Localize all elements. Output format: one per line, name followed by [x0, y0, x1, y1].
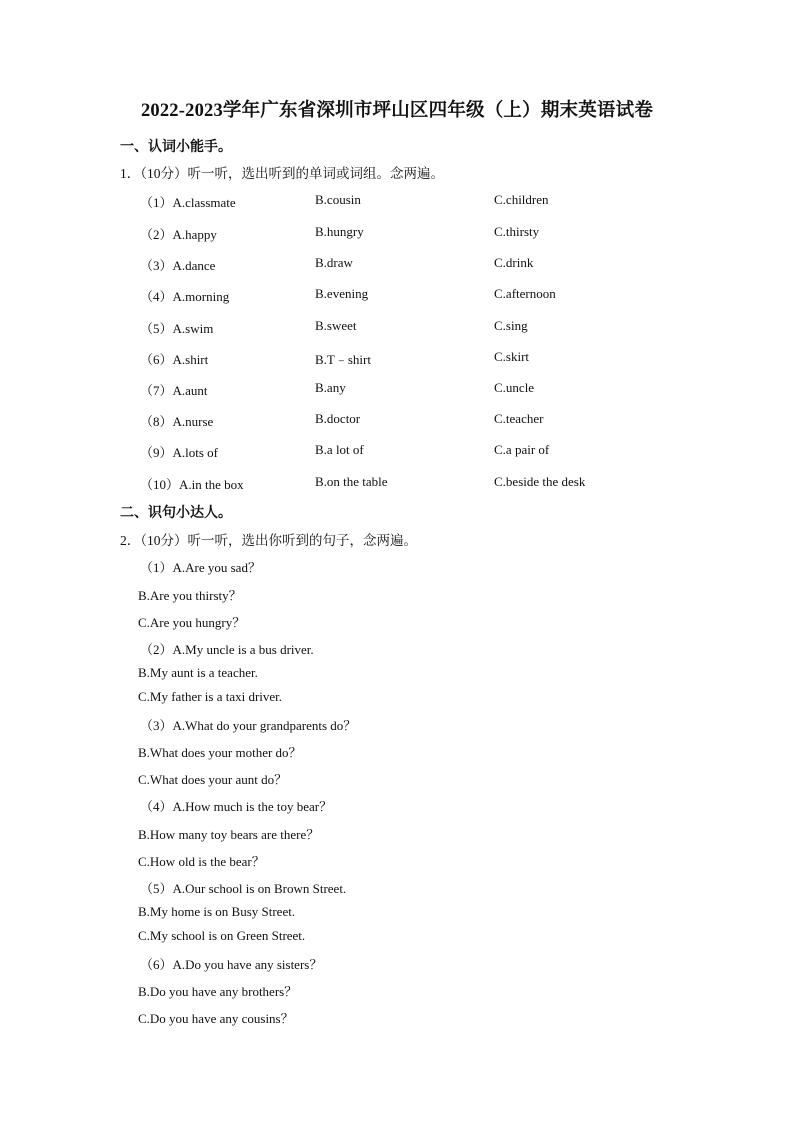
sentence-option-a: （1）A.Are you sad？ [140, 560, 261, 575]
option-c: C.teacher [494, 411, 544, 426]
option-b: B.draw [315, 255, 353, 270]
option-c: C.skirt [494, 349, 530, 364]
word-choice-row [0, 286, 794, 306]
sentence-option-c: C.My father is a taxi driver. [138, 689, 283, 704]
word-choice-row [0, 255, 794, 275]
option-c: C.afternoon [494, 286, 556, 301]
option-a: （7）A.aunt [140, 383, 208, 398]
sentence-option-b: B.Do you have any brothers？ [138, 984, 298, 999]
option-b: B.hungry [315, 224, 364, 239]
option-c: C.uncle [494, 380, 535, 395]
option-b: B.T﹣shirt [315, 352, 371, 367]
option-c: C.thirsty [494, 224, 540, 239]
option-a: （4）A.morning [140, 289, 230, 304]
sentence-option-a: （6）A.Do you have any sisters？ [140, 957, 323, 972]
sentence-option-b: B.My aunt is a teacher. [138, 665, 258, 680]
sentence-option-a: （4）A.How much is the toy bear？ [140, 799, 333, 814]
word-choice-row [0, 474, 794, 494]
word-choice-row [0, 442, 794, 462]
sentence-option-b: B.What does your mother do？ [138, 745, 302, 760]
word-choice-row [0, 349, 794, 369]
option-a: （6）A.shirt [140, 352, 209, 367]
option-c: C.sing [494, 318, 528, 333]
sentence-option-a: （2）A.My uncle is a bus driver. [140, 642, 314, 657]
option-b: B.a lot of [315, 442, 364, 457]
word-choice-row [0, 318, 794, 338]
option-b: B.doctor [315, 411, 361, 426]
option-b: B.evening [315, 286, 369, 301]
sentence-option-a: （3）A.What do your grandparents do？ [140, 718, 357, 733]
sentence-option-c: C.Are you hungry？ [138, 615, 246, 630]
sentence-option-c: C.My school is on Green Street. [138, 928, 306, 943]
option-c: C.a pair of [494, 442, 550, 457]
page-title: 2022-2023学年广东省深圳市坪山区四年级（上）期末英语试卷 [140, 101, 654, 121]
sentence-option-b: B.Are you thirsty？ [138, 588, 242, 603]
option-c: C.drink [494, 255, 534, 270]
option-a: （1）A.classmate [140, 195, 236, 210]
section-1-heading: 一、认词小能手。 [120, 140, 232, 155]
option-a: （9）A.lots of [140, 445, 219, 460]
word-choice-row [0, 224, 794, 244]
option-c: C.beside the desk [494, 474, 586, 489]
word-choice-row [0, 380, 794, 400]
sentence-option-c: C.How old is the bear？ [138, 854, 265, 869]
word-choice-row [0, 411, 794, 431]
option-c: C.children [494, 192, 549, 207]
sentence-option-c: C.Do you have any cousins？ [138, 1011, 294, 1026]
option-a: （10）A.in the box [140, 477, 244, 492]
option-b: B.any [315, 380, 346, 395]
sentence-option-a: （5）A.Our school is on Brown Street. [140, 881, 347, 896]
option-a: （5）A.swim [140, 321, 214, 336]
option-a: （3）A.dance [140, 258, 216, 273]
word-choice-row [0, 192, 794, 212]
question-2-prompt: 2．（10分）听一听，选出你听到的句子，念两遍。 [120, 533, 417, 548]
sentence-option-b: B.How many toy bears are there？ [138, 827, 320, 842]
sentence-option-c: C.What does your aunt do？ [138, 772, 288, 787]
option-a: （8）A.nurse [140, 414, 214, 429]
option-a: （2）A.happy [140, 227, 217, 242]
sentence-option-b: B.My home is on Busy Street. [138, 904, 296, 919]
question-1-prompt: 1．（10分）听一听，选出听到的单词或词组。念两遍。 [120, 166, 444, 181]
option-b: B.cousin [315, 192, 361, 207]
section-2-heading: 二、识句小达人。 [120, 506, 232, 521]
option-b: B.on the table [315, 474, 388, 489]
option-b: B.sweet [315, 318, 357, 333]
